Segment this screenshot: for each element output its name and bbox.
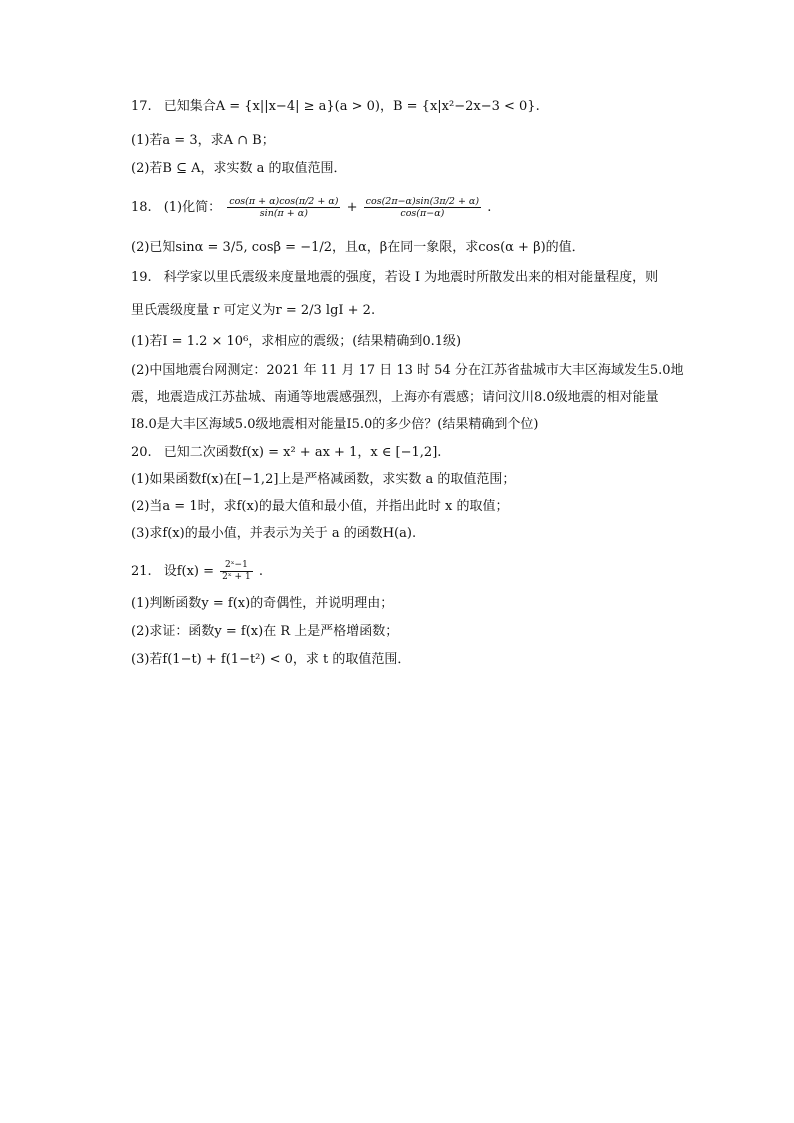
question-21-part-3: (3)若f(1−t) + f(1−t²) < 0，求 t 的取值范围．	[131, 652, 411, 667]
question-19-part-2-line-3: I8.0是大丰区海域5.0级地震相对能量I5.0的多少倍？(结果精确到个位)	[131, 417, 539, 432]
fraction-denominator: 2ˣ + 1	[222, 572, 251, 582]
fraction	[220, 560, 253, 583]
question-19-stem	[131, 270, 658, 286]
question-19-part-2-line-1: (2)中国地震台网测定：2021 年 11 月 17 日 13 时 54 分在江苏省盐城市大丰区海域发生5.0地	[131, 363, 684, 378]
plus-sign: +	[346, 200, 358, 215]
part-1-lead: (1)化简：	[163, 200, 222, 215]
question-text: 已知集合A = {x||x−4| ≥ a}(a > 0)，B = {x|x²−2x−3 < 0}.	[163, 99, 540, 114]
question-number: 19.	[131, 270, 152, 285]
fraction-numerator: 2ˣ−1	[220, 560, 253, 572]
question-20-part-1: (1)如果函数f(x)在[−1,2]上是严格减函数，求实数 a 的取值范围；	[131, 472, 516, 487]
question-21-stem	[131, 560, 263, 583]
fraction-numerator: cos(2π−α)sin(3π/2 + α)	[365, 196, 480, 207]
fraction-numerator: cos(π + α)cos(π/2 + α)	[229, 196, 339, 207]
question-number: 20.	[131, 445, 152, 460]
question-line-1: 科学家以里氏震级来度量地震的强度，若设 I 为地震时所散发出来的相对能量程度，则	[163, 270, 659, 285]
period: .	[487, 200, 492, 215]
question-19-part-2-line-2: 震，地震造成江苏盐城、南通等地震感强烈，上海亦有震感；请问汶川8.0级地震的相对能量	[131, 390, 659, 405]
question-20-part-2: (2)当a = 1时，求f(x)的最大值和最小值，并指出此时 x 的取值；	[131, 499, 509, 514]
period: .	[258, 564, 263, 579]
question-text: 已知二次函数f(x) = x² + ax + 1，x ∈ [−1,2].	[163, 445, 442, 460]
question-17-stem	[131, 99, 540, 115]
question-number: 21.	[131, 564, 152, 579]
fraction-denominator: sin(π + α)	[259, 208, 308, 219]
question-20-part-3: (3)求f(x)的最小值，并表示为关于 a 的函数H(a).	[131, 526, 417, 541]
question-17-part-1: (1)若a = 3，求A ∩ B；	[131, 133, 275, 148]
question-20-stem	[131, 445, 441, 461]
question-18-part-2: (2)已知sinα = 3/5, cosβ = −1/2，且α，β在同一象限，求cos(α + β)的值．	[131, 240, 585, 255]
fraction-1	[227, 196, 340, 219]
question-19-part-1: (1)若I = 1.2 × 10⁶，求相应的震级；(结果精确到0.1级)	[131, 334, 462, 349]
question-18-stem	[131, 196, 491, 219]
question-number: 18.	[131, 200, 152, 215]
question-21-part-1: (1)判断函数y = f(x)的奇偶性，并说明理由；	[131, 596, 394, 611]
question-lead: 设f(x) =	[163, 564, 214, 579]
question-21-part-2: (2)求证：函数y = f(x)在 R 上是严格增函数；	[131, 624, 399, 639]
fraction-denominator: cos(π−α)	[400, 208, 445, 219]
fraction-2	[364, 196, 481, 219]
question-19-line-2: 里氏震级度量 r 可定义为r = 2/3 lgI + 2.	[131, 303, 376, 318]
question-number: 17.	[131, 99, 152, 114]
question-17-part-2: (2)若B ⊆ A，求实数 a 的取值范围．	[131, 161, 347, 176]
